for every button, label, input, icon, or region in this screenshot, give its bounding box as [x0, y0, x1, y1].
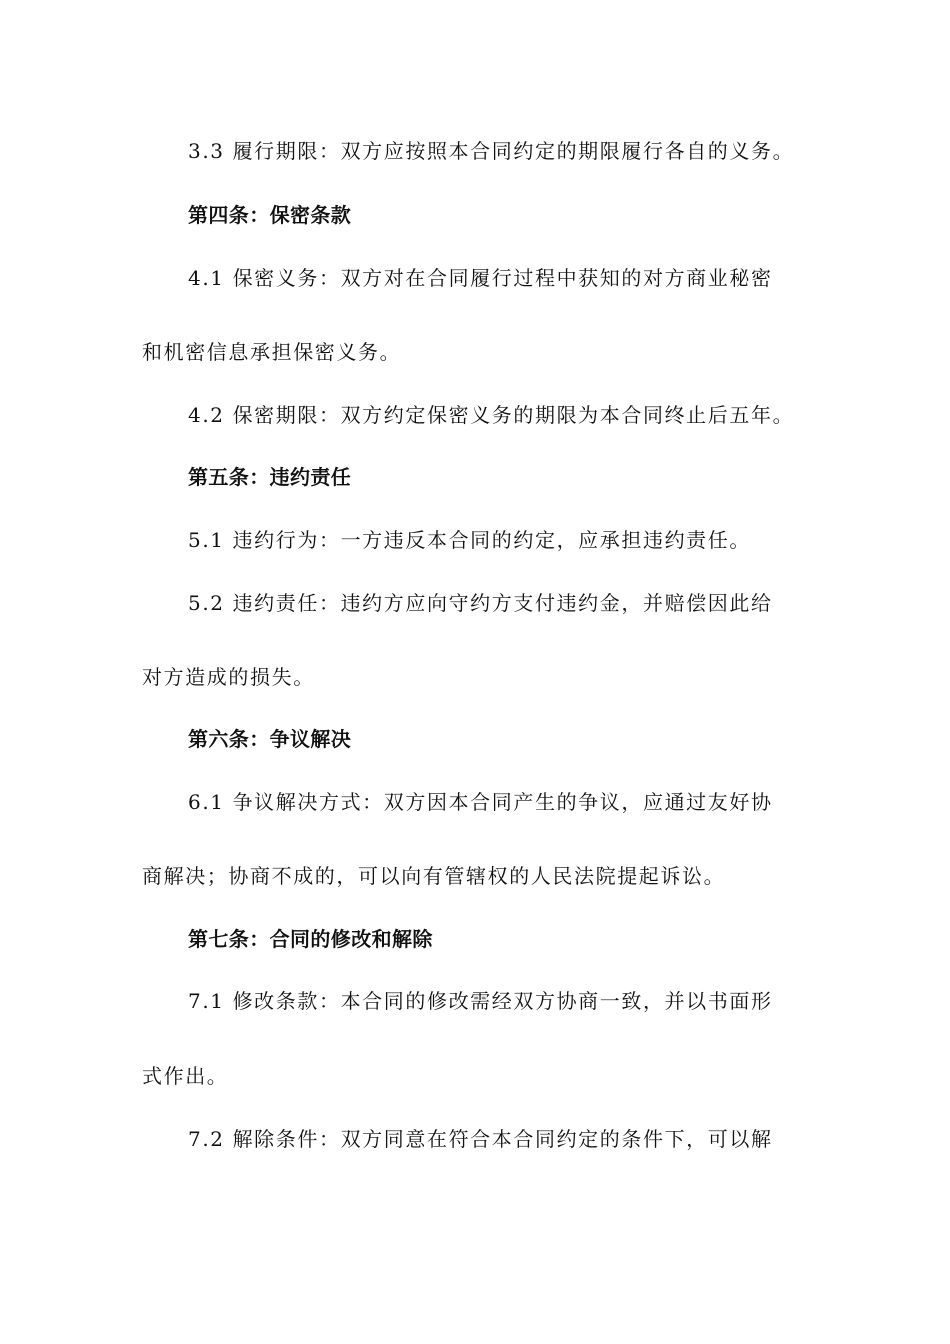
clause-7-2-text: 7.2 解除条件：双方同意在符合本合同约定的条件下，可以解	[188, 1127, 773, 1151]
clause-4-1-text-continued: 和机密信息承担保密义务。	[142, 340, 402, 364]
clause-5-2-text: 5.2 违约责任：违约方应向守约方支付违约金，并赔偿因此给	[188, 591, 773, 615]
clause-4-1-text: 4.1 保密义务：双方对在合同履行过程中获知的对方商业秘密	[188, 266, 773, 290]
clause-7-1-text-continued: 式作出。	[142, 1064, 229, 1088]
section-heading-article-7: 第七条：合同的修改和解除	[188, 927, 433, 951]
section-heading-article-6: 第六条：争议解决	[188, 727, 352, 751]
clause-4-2-text: 4.2 保密期限：双方约定保密义务的期限为本合同终止后五年。	[188, 403, 795, 427]
clause-5-2-text-continued: 对方造成的损失。	[142, 665, 315, 689]
clause-3-3-text: 3.3 履行期限：双方应按照本合同约定的期限履行各自的义务。	[188, 139, 795, 163]
clause-5-1-text: 5.1 违约行为：一方违反本合同的约定，应承担违约责任。	[188, 528, 751, 552]
clause-6-1-text-continued: 商解决；协商不成的，可以向有管辖权的人民法院提起诉讼。	[142, 864, 726, 888]
section-heading-article-4: 第四条：保密条款	[188, 203, 352, 227]
clause-6-1-text: 6.1 争议解决方式：双方因本合同产生的争议，应通过友好协	[188, 790, 773, 814]
clause-7-1-text: 7.1 修改条款：本合同的修改需经双方协商一致，并以书面形	[188, 989, 773, 1013]
section-heading-article-5: 第五条：违约责任	[188, 465, 352, 489]
